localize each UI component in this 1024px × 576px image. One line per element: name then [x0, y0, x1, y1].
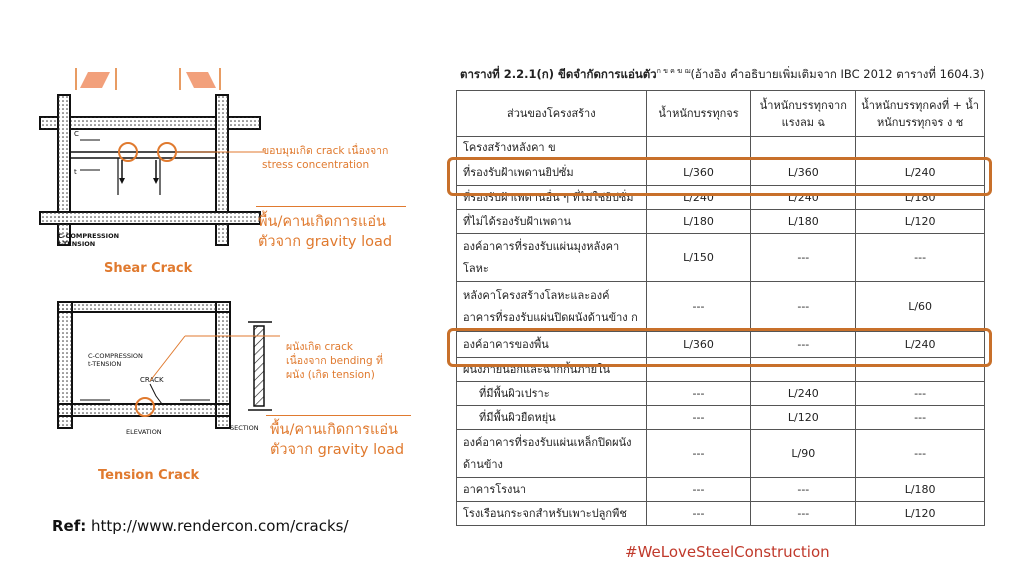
tension-wall-note: ผนังเกิด crack เนื่องจาก bending ที่ ผนัง (เกิด tension): [286, 341, 383, 381]
row-label: องค์อาคารที่รองรับแผ่นเหล็กปิดผนังด้านข้าง: [457, 430, 647, 478]
hashtag: #WeLoveSteelConstruction: [625, 543, 830, 561]
row-value: L/180: [646, 210, 751, 234]
row-value: L/360: [751, 160, 856, 186]
header-live-load: น้ำหนักบรรทุกจร: [646, 91, 751, 137]
row-value: ---: [751, 332, 856, 358]
table-title: ตารางที่ 2.2.1(ก) ขีดจำกัดการแอ่นตัว$^{ก ข ค ฆ ฌ}$(อ้างอิง คำอธิบายเพิ่มเติมจาก IBC 2012 ตารางที่ 1604.3): [460, 67, 985, 81]
row-value: ---: [856, 234, 985, 282]
row-label: โครงสร้างหลังคา ข: [457, 137, 647, 160]
row-value: ---: [646, 406, 751, 430]
svg-text:SECTION: SECTION: [230, 424, 259, 432]
row-value: L/240: [856, 332, 985, 358]
table-row: [457, 210, 985, 234]
row-value: L/240: [751, 382, 856, 406]
row-value: ---: [646, 478, 751, 502]
tension-gravity-note: พื้น/คานเกิดการแอ่น ตัวจาก gravity load: [270, 422, 405, 458]
row-value: L/360: [646, 332, 751, 358]
row-value: ---: [751, 282, 856, 332]
row-value: L/120: [751, 406, 856, 430]
highlight-gypsum-row: [447, 157, 992, 196]
row-value: L/240: [646, 186, 751, 210]
table-row: [457, 382, 985, 406]
row-value: L/120: [856, 210, 985, 234]
row-label: อาคารโรงนา: [457, 478, 647, 502]
svg-text:C: C: [74, 130, 79, 138]
row-label: โรงเรือนกระจกสำหรับเพาะปลูกพืช: [457, 502, 647, 526]
row-label: ที่มีพื้นผิวยืดหยุ่น: [457, 406, 647, 430]
load-symbol-left: [80, 72, 110, 88]
table-row: [457, 478, 985, 502]
row-value: ---: [856, 406, 985, 430]
row-value: ---: [646, 430, 751, 478]
load-symbol-right: [186, 72, 216, 88]
header-member: ส่วนของโครงสร้าง: [457, 91, 647, 137]
row-value: ---: [646, 502, 751, 526]
reference: Ref: http://www.rendercon.com/cracks/: [52, 517, 349, 535]
row-label: องค์อาคารที่รองรับแผ่นมุงหลังคาโลหะ: [457, 234, 647, 282]
table-row: [457, 430, 985, 478]
row-value: L/240: [856, 160, 985, 186]
highlight-floor-row: [447, 328, 992, 367]
table-row: [457, 502, 985, 526]
shear-gravity-note: พื้น/คานเกิดการแอ่น ตัวจาก gravity load: [258, 214, 393, 250]
row-value: L/90: [751, 430, 856, 478]
tension-crack-caption: Tension Crack: [98, 468, 200, 483]
row-label: หลังคาโครงสร้างโลหะและองค์อาคารที่รองรับแผ่นปิดผนังด้านข้าง ก: [457, 282, 647, 332]
row-label: ที่รองรับฝ้าเพดานยิปซั่ม: [457, 160, 647, 186]
row-value: ---: [646, 382, 751, 406]
table-row: [457, 234, 985, 282]
row-value: L/150: [646, 234, 751, 282]
table-header-row: [457, 91, 985, 137]
svg-text:ELEVATION: ELEVATION: [126, 428, 162, 436]
svg-text:C-COMPRESSION: C-COMPRESSION: [58, 232, 120, 240]
tension-crack-diagram: [50, 296, 280, 441]
row-value: L/180: [856, 478, 985, 502]
row-value: L/180: [751, 210, 856, 234]
shear-corner-note: ขอบมุมเกิด crack เนื่องจาก stress concentration: [262, 145, 389, 171]
row-label: ที่ไม่ได้รองรับฝ้าเพดาน: [457, 210, 647, 234]
shear-crack-caption: Shear Crack: [104, 261, 193, 276]
svg-text:t-TENSION: t-TENSION: [58, 240, 96, 248]
table-row: [457, 282, 985, 332]
deflection-limit-table: [456, 90, 985, 526]
reference-link[interactable]: http://www.rendercon.com/cracks/: [91, 517, 349, 535]
row-value: ---: [751, 234, 856, 282]
row-value: L/240: [751, 186, 856, 210]
row-value: L/120: [856, 502, 985, 526]
row-label: ที่มีพื้นผิวเปราะ: [457, 382, 647, 406]
divider: [256, 206, 406, 207]
svg-text:C-COMPRESSION: C-COMPRESSION: [88, 352, 143, 360]
row-value: ---: [751, 478, 856, 502]
header-dead-live-load: น้ำหนักบรรทุกคงที่ + น้ำหนักบรรทุกจร ง ช: [856, 91, 985, 137]
svg-text:t-TENSION: t-TENSION: [88, 360, 122, 368]
svg-text:CRACK: CRACK: [140, 376, 164, 384]
row-label: ผนังภายนอกและฉากกั้นภายใน: [457, 358, 647, 382]
shear-crack-diagram: [30, 60, 270, 250]
row-label: องค์อาคารของพื้น: [457, 332, 647, 358]
row-label: ที่รองรับฝ้าเพดานอื่น ๆ ที่ไม่ใช่ยิปซั่ม: [457, 186, 647, 210]
row-value: ---: [751, 502, 856, 526]
row-value: ---: [646, 282, 751, 332]
table-row: [457, 406, 985, 430]
header-wind-load: น้ำหนักบรรทุกจากแรงลม ฉ: [751, 91, 856, 137]
row-value: L/180: [856, 186, 985, 210]
row-value: ---: [856, 382, 985, 406]
svg-text:t: t: [74, 168, 77, 176]
row-value: ---: [856, 430, 985, 478]
divider: [266, 415, 411, 416]
row-value: L/360: [646, 160, 751, 186]
row-value: L/60: [856, 282, 985, 332]
